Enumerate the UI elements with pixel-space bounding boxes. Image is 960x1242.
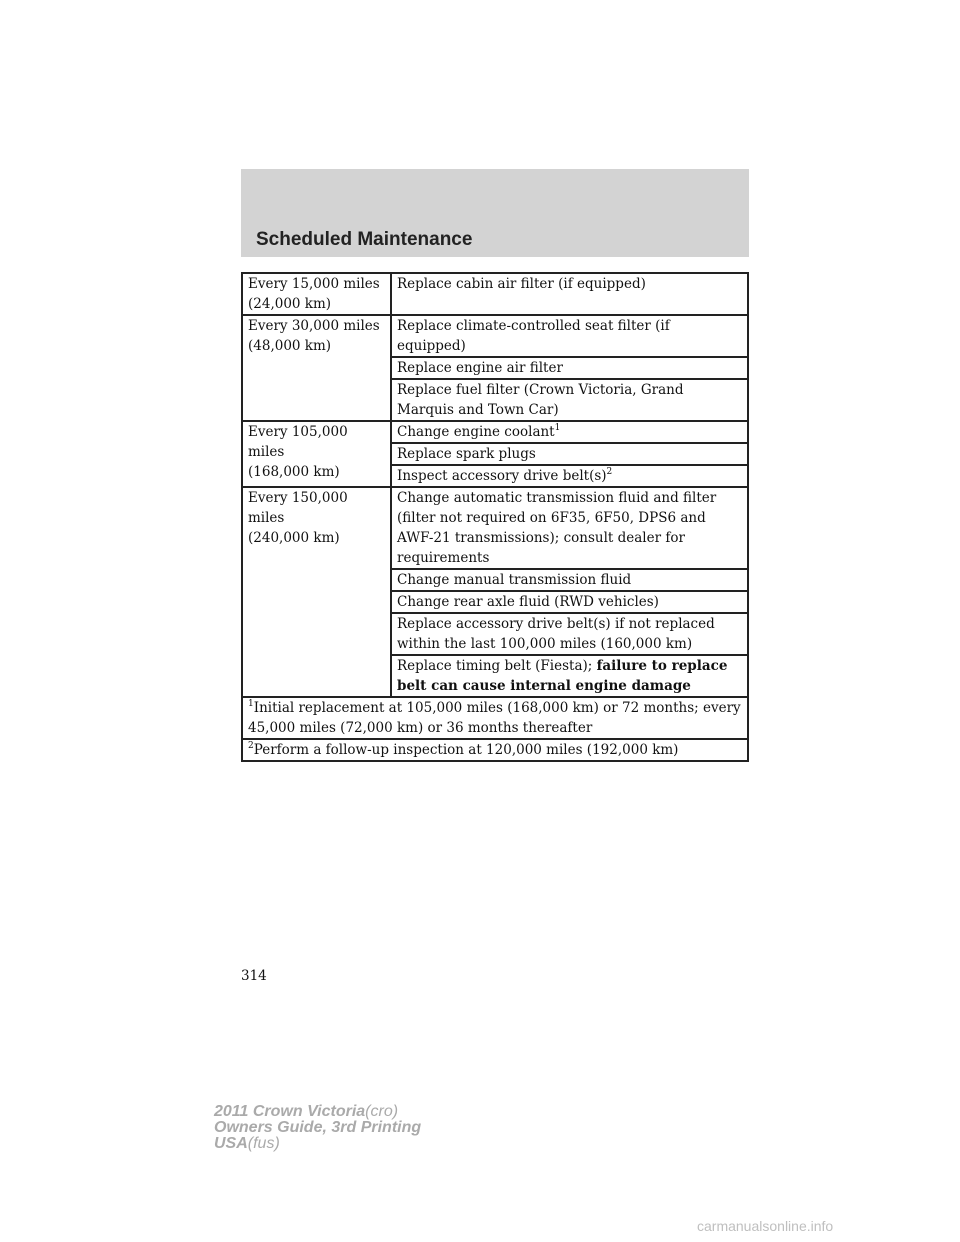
footnote-mark: 1 bbox=[248, 699, 254, 709]
section-title: Scheduled Maintenance bbox=[256, 229, 473, 250]
task-cell bbox=[391, 465, 748, 487]
task-text: Change engine coolant bbox=[397, 424, 555, 440]
footnote-cell bbox=[242, 739, 748, 761]
footnote-cell bbox=[242, 697, 748, 739]
interval-miles: Every 30,000 miles bbox=[248, 318, 380, 334]
interval-km: (48,000 km) bbox=[248, 338, 332, 354]
footer-line-2: Owners Guide, 3rd Printing bbox=[214, 1119, 422, 1136]
footer-line-1 bbox=[214, 1104, 421, 1120]
footnote-mark: 2 bbox=[248, 741, 254, 751]
table-row bbox=[242, 487, 748, 569]
footnote-text: Perform a follow-up inspection at 120,000 miles (192,000 km) bbox=[253, 742, 679, 758]
footer-model-code: (cro) bbox=[365, 1103, 399, 1120]
warning-text: failure to replace belt can cause internal engine damage bbox=[397, 658, 728, 694]
task-cell bbox=[391, 655, 748, 697]
interval-km: (168,000 km) bbox=[248, 464, 340, 480]
maintenance-table bbox=[241, 272, 749, 762]
table-row bbox=[242, 315, 748, 357]
footnote-ref: 2 bbox=[606, 467, 613, 477]
task-text: Inspect accessory drive belt(s) bbox=[397, 468, 607, 484]
footnote-row bbox=[242, 739, 748, 761]
task-text: Replace timing belt (Fiesta); bbox=[397, 658, 597, 674]
table-row bbox=[242, 421, 748, 443]
task-cell: Replace fuel filter (Crown Victoria, Grand Marquis and Town Car) bbox=[391, 379, 748, 421]
task-cell: Replace spark plugs bbox=[391, 443, 748, 465]
footer-region-code: (fus) bbox=[247, 1135, 280, 1152]
interval-miles: Every 15,000 miles bbox=[248, 276, 380, 292]
task-cell bbox=[391, 421, 748, 443]
task-cell: Replace cabin air filter (if equipped) bbox=[391, 273, 748, 315]
task-cell: Change rear axle fluid (RWD vehicles) bbox=[391, 591, 748, 613]
interval-miles: Every 150,000 miles bbox=[248, 490, 348, 526]
interval-cell bbox=[242, 421, 391, 487]
interval-cell bbox=[242, 273, 391, 315]
task-cell: Replace climate-controlled seat filter (if equipped) bbox=[391, 315, 748, 357]
interval-miles: Every 105,000 miles bbox=[248, 424, 348, 460]
footer-line-3 bbox=[214, 1136, 421, 1152]
page-number: 314 bbox=[241, 968, 267, 984]
interval-km: (240,000 km) bbox=[248, 530, 340, 546]
interval-km: (24,000 km) bbox=[248, 296, 332, 312]
task-cell: Replace engine air filter bbox=[391, 357, 748, 379]
task-cell: Replace accessory drive belt(s) if not replaced within the last 100,000 miles (160,000 km) bbox=[391, 613, 748, 655]
footnote-ref: 1 bbox=[554, 423, 561, 433]
interval-cell bbox=[242, 315, 391, 421]
footer-region: USA bbox=[214, 1135, 248, 1152]
table-row bbox=[242, 273, 748, 315]
footnote-row bbox=[242, 697, 748, 739]
interval-cell bbox=[242, 487, 391, 697]
footnote-text: Initial replacement at 105,000 miles (168,000 km) or 72 months; every 45,000 miles (72,000 km) or 36 months thereafter bbox=[248, 700, 741, 736]
document-footer bbox=[214, 1104, 421, 1152]
site-watermark: carmanualsonline.info bbox=[697, 1218, 834, 1234]
task-cell: Change manual transmission fluid bbox=[391, 569, 748, 591]
footer-model: 2011 Crown Victoria bbox=[214, 1103, 366, 1120]
task-cell: Change automatic transmission fluid and filter (filter not required on 6F35, 6F50, DPS6 and AWF-21 transmissions); consult dealer for requirements bbox=[391, 487, 748, 569]
